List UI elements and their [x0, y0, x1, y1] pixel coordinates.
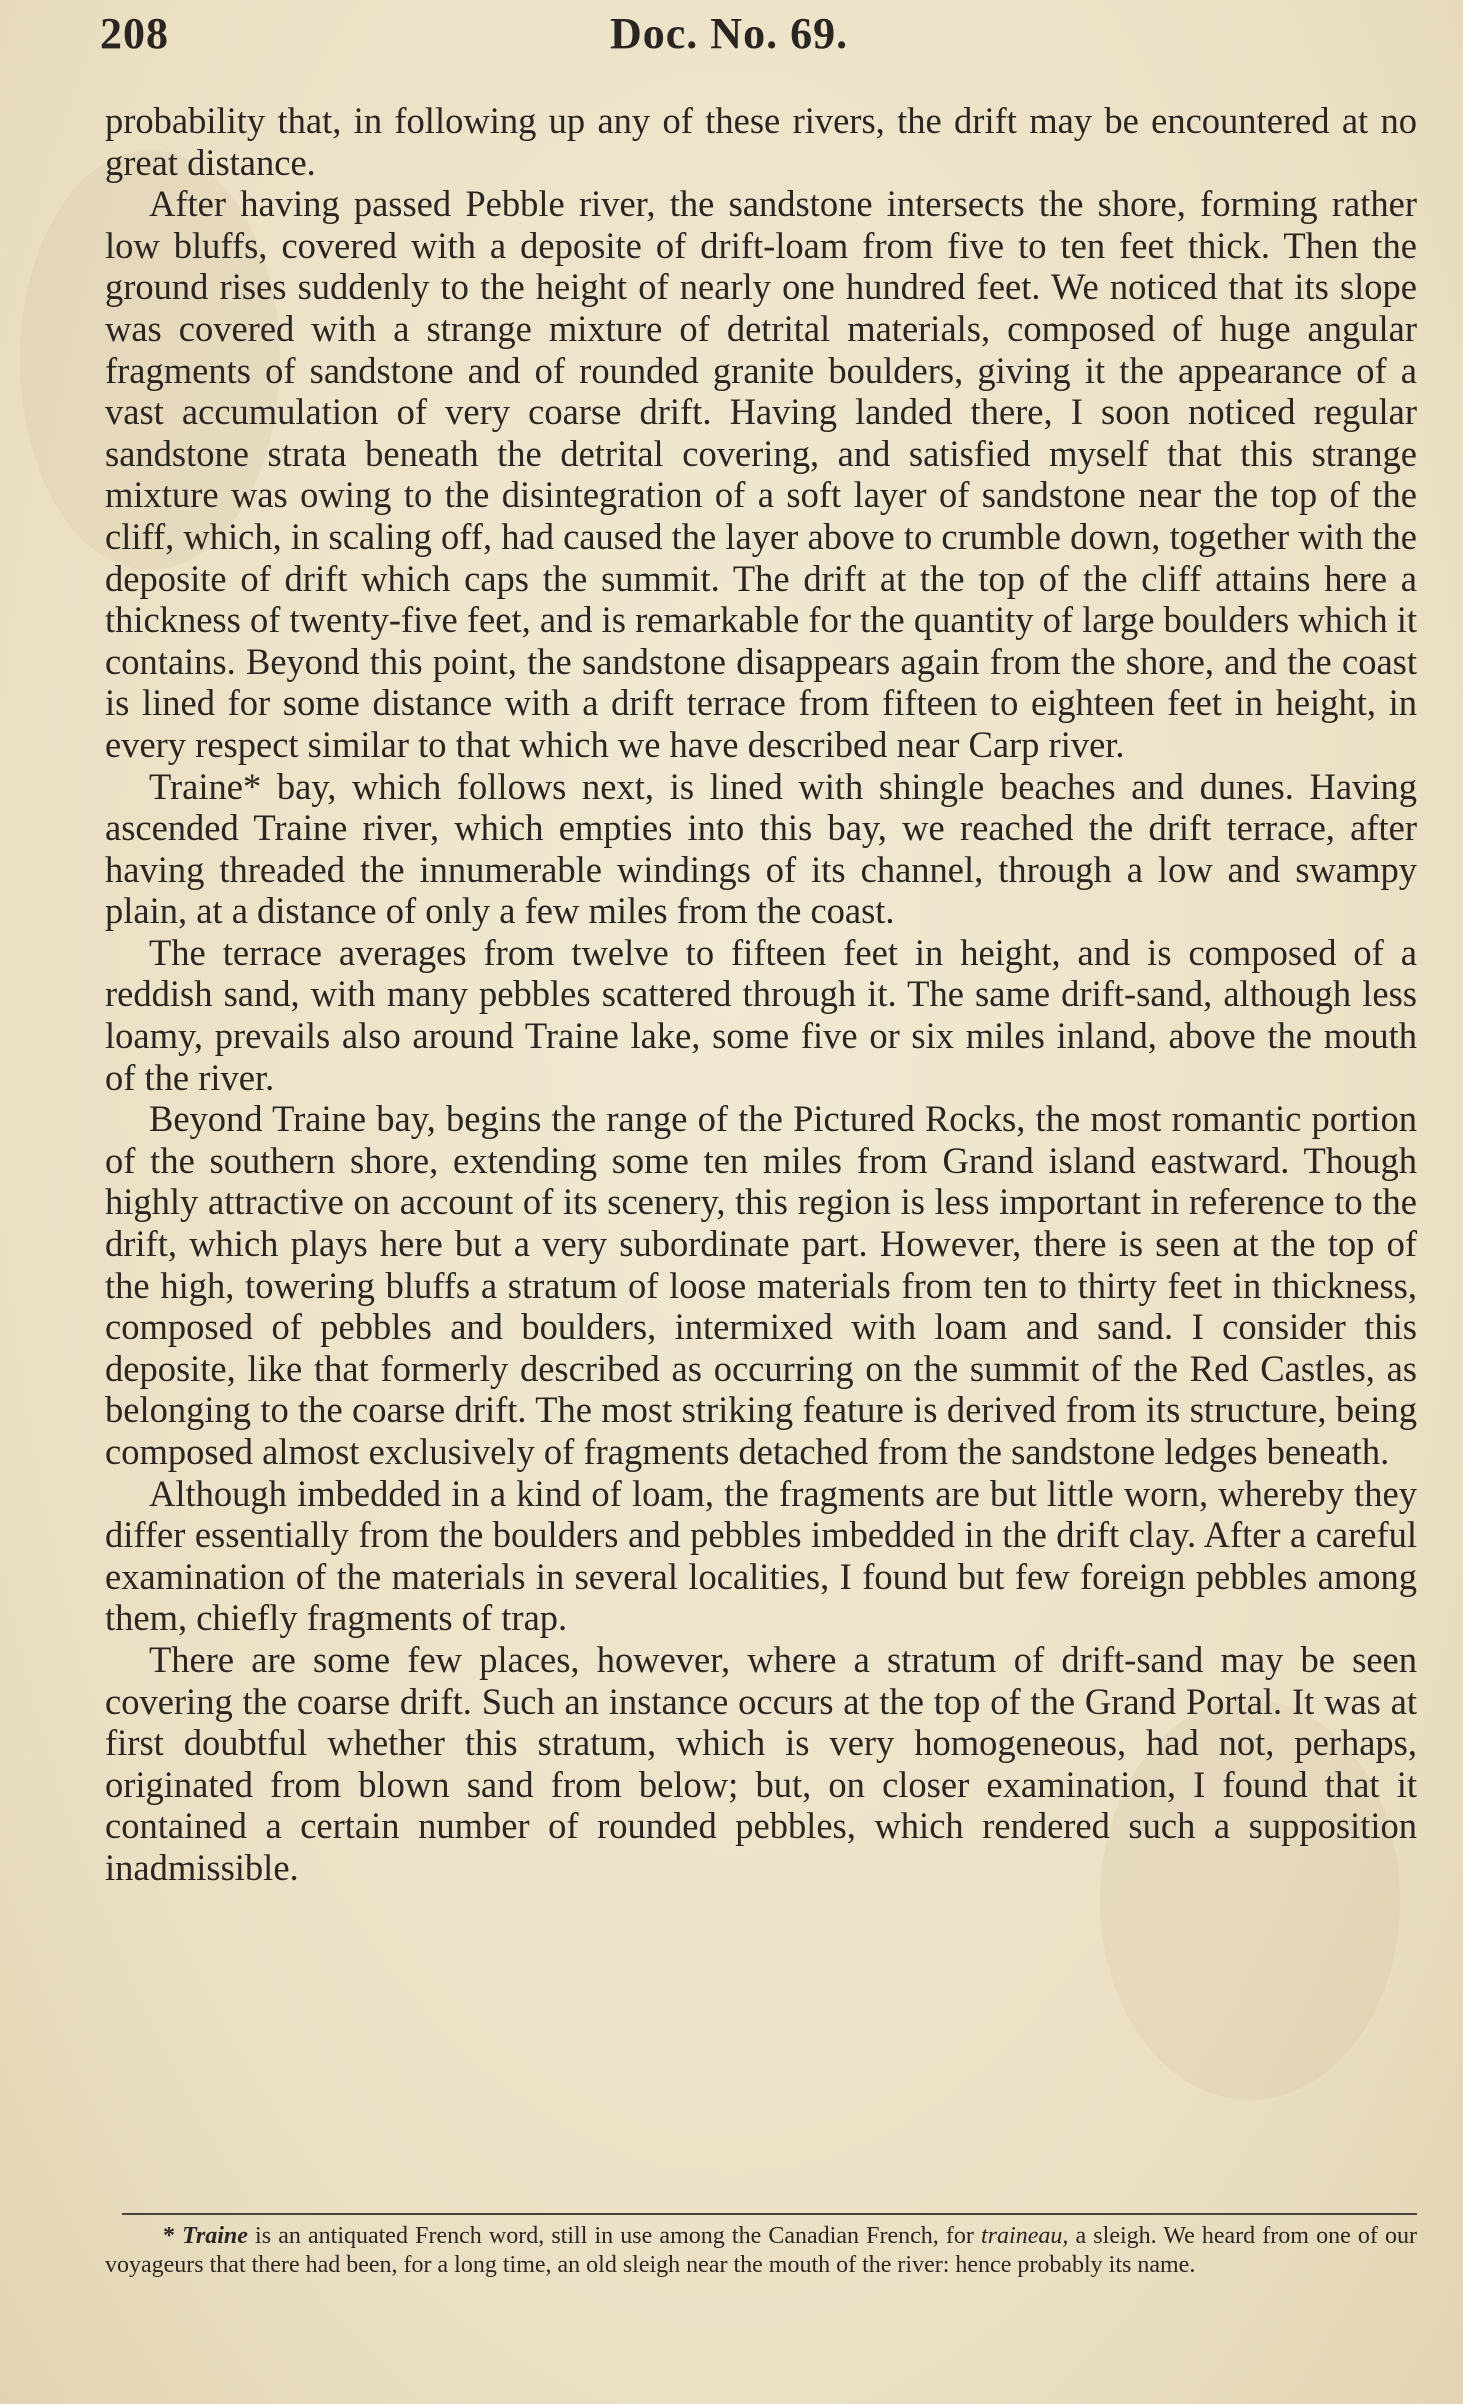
footnote-text: a sleigh. We heard from one of our voyageurs that there had been, for a long time, an old sleigh near the mouth of the river: hence probably its name. [105, 2223, 1418, 2278]
paragraph: Traine* bay, which follows next, is lined with shingle beaches and dunes. Having ascended Traine river, which empties into this bay, we reached the drift terrace, after having threaded the innumerable windings of its channel, through a low and swampy plain, at a distance of only a few miles from the coast. [105, 765, 1417, 932]
document-title: Doc. No. 69. [610, 9, 849, 58]
paragraph: probability that, in following up any of these rivers, the drift may be encountered at no great distance. [105, 100, 1417, 183]
paragraph: Although imbedded in a kind of loam, the fragments are but little worn, whereby they differ essentially from the boulders and pebbles imbedded in the drift clay. After a careful examination of the materials in several localities, I found but few foreign pebbles among them, chiefly fragments of trap. [105, 1472, 1417, 1639]
footnote-text: is an antiquated French word, still in use among the Canadian French, for [247, 2223, 982, 2249]
footnote-marker: * [163, 2223, 175, 2249]
footnote-term: Traine [182, 2223, 248, 2249]
footnote [105, 2222, 1417, 2280]
body-text [105, 100, 1417, 1889]
footnote-divider [122, 2213, 1417, 2215]
paragraph: The terrace averages from twelve to fifteen feet in height, and is composed of a reddish sand, with many pebbles scattered through it. The same drift-sand, although less loamy, prevails also around Traine lake, some five or six miles inland, above the mouth of the river. [105, 931, 1417, 1098]
paragraph: Beyond Traine bay, begins the range of the Pictured Rocks, the most romantic portion of the southern shore, extending some ten miles from Grand island eastward. Though highly attractive on account of its scenery, this region is less important in reference to the drift, which plays here but a very subordinate part. However, there is seen at the top of the high, towering bluffs a stratum of loose materials from ten to thirty feet in thickness, composed of pebbles and boulders, intermixed with loam and sand. I consider this deposite, like that formerly described as occurring on the summit of the Red Castles, as belonging to the coarse drift. The most striking feature is derived from its structure, being composed almost exclusively of fragments detached from the sandstone ledges beneath. [105, 1098, 1417, 1472]
paragraph: There are some few places, however, where a stratum of drift-sand may be seen covering the coarse drift. Such an instance occurs at the top of the Grand Portal. It was at first doubtful whether this stratum, which is very homogeneous, had not, perhaps, originated from blown sand from below; but, on closer examination, I found that it contained a certain number of rounded pebbles, which rendered such a supposition inadmissible. [105, 1638, 1417, 1888]
paragraph: After having passed Pebble river, the sandstone intersects the shore, forming rather low bluffs, covered with a deposite of drift-loam from five to ten feet thick. Then the ground rises suddenly to the height of nearly one hundred feet. We noticed that its slope was covered with a strange mixture of detrital materials, composed of huge angular fragments of sandstone and of rounded granite boulders, giving it the appearance of a vast accumulation of very coarse drift. Having landed there, I soon noticed regular sandstone strata beneath the detrital covering, and satisfied myself that this strange mixture was owing to the disintegration of a soft layer of sandstone near the top of the cliff, which, in scaling off, had caused the layer above to crumble down, together with the deposite of drift which caps the summit. The drift at the top of the cliff attains here a thickness of twenty-five feet, and is remarkable for the quantity of large boulders which it contains. Beyond this point, the sandstone disappears again from the shore, and the coast is lined for some distance with a drift terrace from fifteen to eighteen feet in height, in every respect similar to that which we have described near Carp river. [105, 183, 1417, 765]
footnote-term-french: traineau, [981, 2223, 1069, 2249]
page-header [100, 8, 1100, 68]
page-number: 208 [100, 9, 169, 58]
